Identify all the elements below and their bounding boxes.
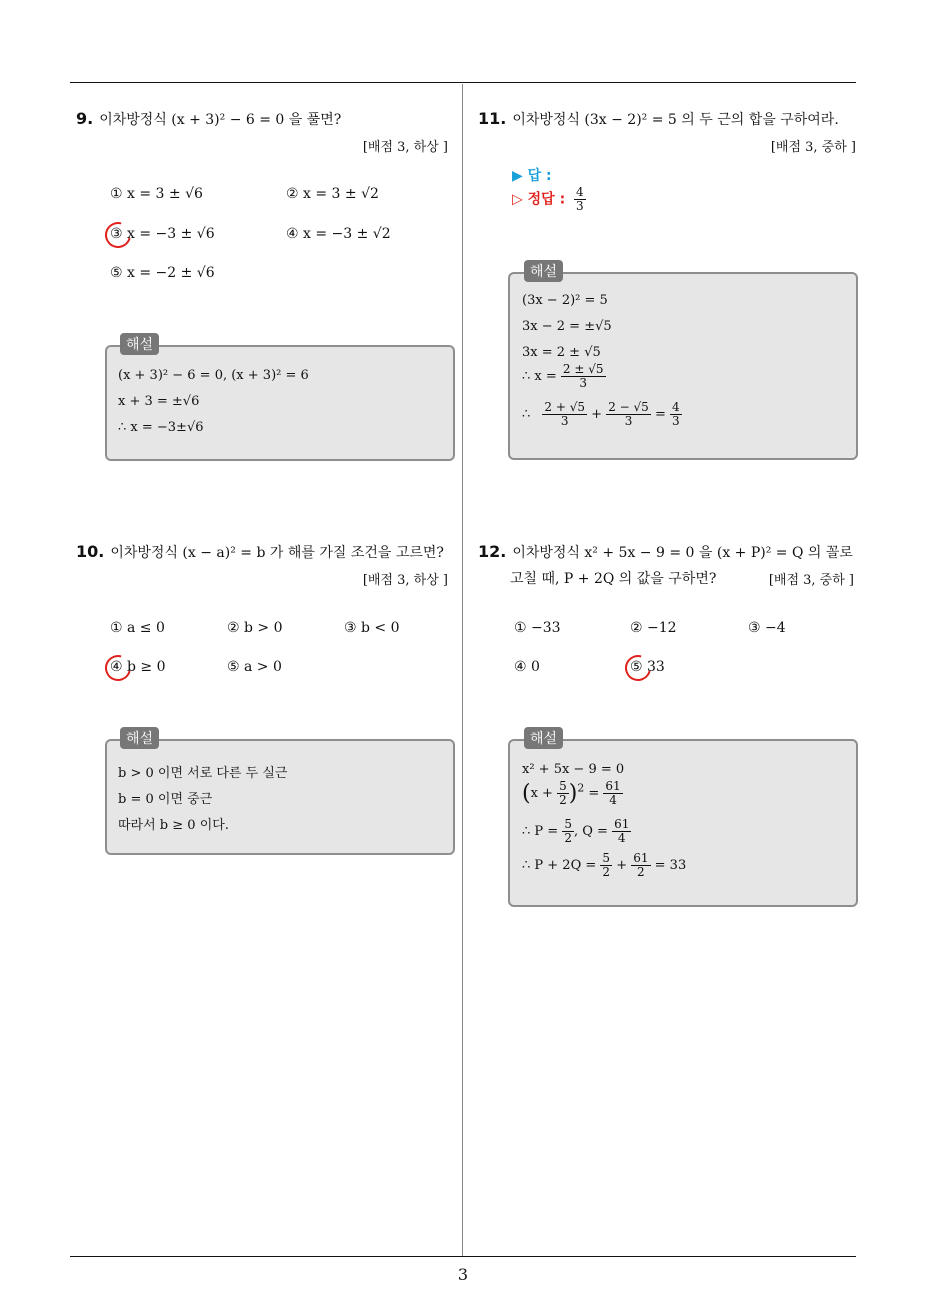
question-text-1: 이차방정식 x² + 5x − 9 = 0 을 (x + P)² = Q 의 꼴로 [512,545,853,561]
correct-label: ▷ 정답 : [512,191,566,208]
top-rule [70,82,856,83]
solution-tag: 해설 [524,727,563,749]
choice-2[interactable]: ② b > 0 [227,620,283,636]
correct-fraction: $\frac{4}{3}$ [576,185,584,213]
answer-mark-circle [100,217,136,253]
solution-line-1: (3x − 2)² = 5 [522,293,608,308]
choice-5[interactable]: ⑤ x = −2 ± √6 [110,265,215,281]
question-12 [478,539,853,566]
solution-line-2: (x + $\frac{5}{2}$ )$^2$ = $\frac{61}{4}$ [522,779,621,807]
solution-line-3: ∴ x = −3±√6 [118,420,204,435]
question-text: 이차방정식 (3x − 2)² = 5 의 두 근의 합을 구하여라. [512,112,839,128]
choice-2[interactable]: ② x = 3 ± √2 [286,186,379,202]
bottom-rule [70,1256,856,1257]
choice-1[interactable]: ① x = 3 ± √6 [110,186,203,202]
choice-1[interactable]: ① a ≤ 0 [110,620,165,636]
solution-line-2: b = 0 이면 중근 [118,792,213,807]
choice-4[interactable]: ④ b ≥ 0 [110,659,166,675]
solution-tag: 해설 [120,333,159,355]
choice-1[interactable]: ① −33 [514,620,561,636]
choice-4[interactable]: ④ x = −3 ± √2 [286,226,391,242]
solution-line-5: ∴ $\frac{2 + √5}{3}$ + $\frac{2 - √5}{3}$ = $\frac{4}{3}$ [522,400,680,428]
choice-2[interactable]: ② −12 [630,620,677,636]
choice-5[interactable]: ⑤ 33 [630,659,665,675]
choice-3[interactable]: ③ b < 0 [344,620,400,636]
solution-line-1: b > 0 이면 서로 다른 두 실근 [118,766,288,781]
column-divider [462,84,463,1257]
score-meta: [배점 3, 중하 ] [768,573,854,588]
choice-3[interactable]: ③ x = −3 ± √6 [110,226,215,242]
question-11 [478,106,839,133]
solution-line-1: (x + 3)² − 6 = 0, (x + 3)² = 6 [118,368,309,383]
solution-tag: 해설 [120,727,159,749]
answer-label: ▶ 답 : [512,168,552,184]
score-meta: [배점 3, 하상 ] [362,140,448,155]
question-text: 이차방정식 (x − a)² = b 가 해를 가질 조건을 고르면? [110,545,444,561]
question-9 [76,106,341,133]
question-10 [76,539,444,566]
solution-line-3: ∴ P = $\frac{5}{2}$ , Q = $\frac{61}{4}$ [522,817,630,845]
solution-line-4: ∴ x = $\frac{2 \pm √5}{3}$ [522,362,604,390]
choice-4[interactable]: ④ 0 [514,659,540,675]
answer-mark-circle [100,650,136,686]
page-number: 3 [457,1265,469,1284]
solution-tag: 해설 [524,260,563,282]
score-meta: [배점 3, 하상 ] [362,573,448,588]
question-number: 11. [478,109,507,128]
solution-line-1: x² + 5x − 9 = 0 [522,762,625,777]
choice-5[interactable]: ⑤ a > 0 [227,659,282,675]
solution-line-3: 따라서 b ≥ 0 이다. [118,818,229,833]
choice-3[interactable]: ③ −4 [748,620,786,636]
question-number: 12. [478,542,507,561]
solution-line-4: ∴ P + 2Q = $\frac{5}{2}$ + $\frac{61}{2}$ = 33 [522,851,687,879]
solution-line-3: 3x = 2 ± √5 [522,345,601,360]
correct-answer [512,186,586,213]
question-number: 10. [76,542,105,561]
question-text: 이차방정식 (x + 3)² − 6 = 0 을 풀면? [99,112,342,128]
question-number: 9. [76,109,94,128]
question-12-line-2: 고칠 때, P + 2Q 의 값을 구하면? [510,571,717,587]
solution-line-2: x + 3 = ±√6 [118,394,200,409]
score-meta: [배점 3, 중하 ] [770,140,856,155]
answer-mark-circle [620,650,656,686]
solution-line-2: 3x − 2 = ±√5 [522,319,612,334]
